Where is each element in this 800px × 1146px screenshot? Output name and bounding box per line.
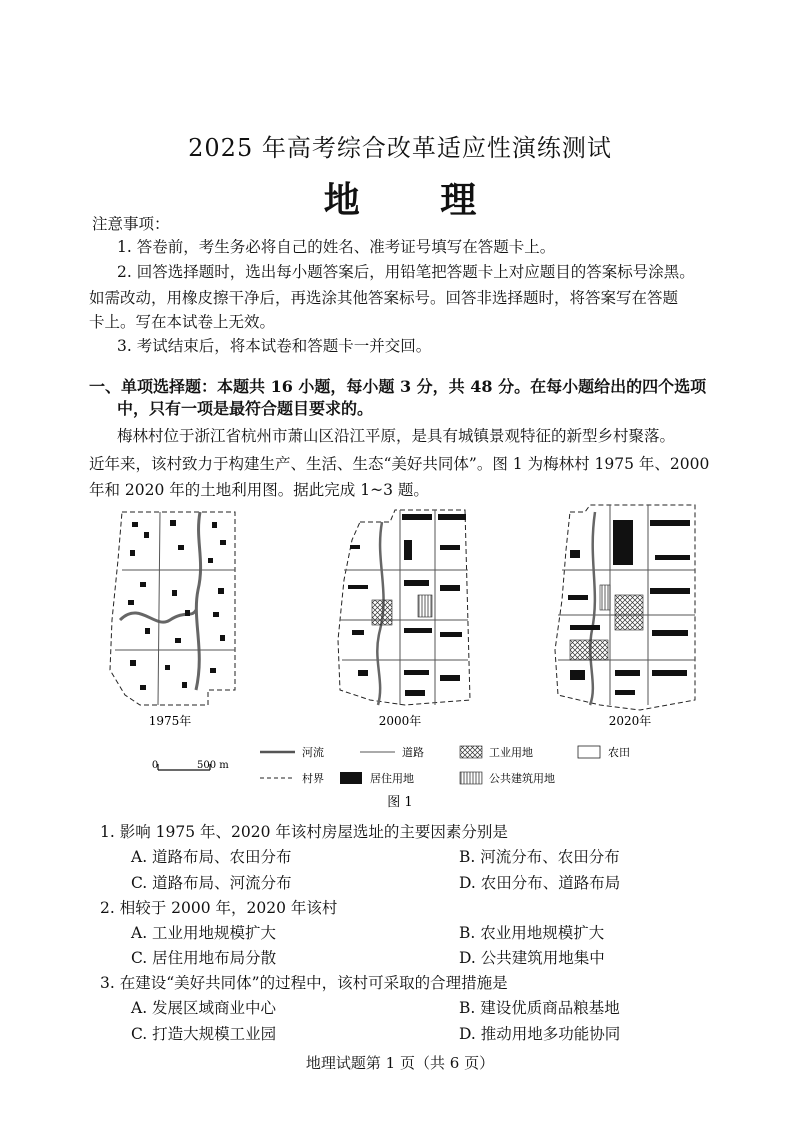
legend-village-boundary	[260, 771, 324, 785]
scale-distance-label: 500 m	[197, 760, 229, 771]
legend-farmland	[578, 746, 630, 759]
q3-option-b: B. 建设优质商品粮基地	[459, 999, 620, 1017]
q2-option-c: C. 居住用地布局分散	[131, 949, 277, 967]
svg-text:农田: 农田	[608, 746, 630, 759]
q2-option-d: D. 公共建筑用地集中	[459, 949, 605, 967]
map-2020	[555, 505, 695, 728]
q1-option-c: C. 道路布局、河流分布	[131, 874, 292, 892]
legend-industrial	[460, 745, 533, 759]
q2-option-a: A. 工业用地规模扩大	[131, 924, 277, 942]
svg-text:村界: 村界	[302, 772, 324, 785]
q1-option-d: D. 农田分布、道路布局	[459, 874, 621, 892]
note-item-2-cont: 如需改动，用橡皮擦干净后，再选涂其他答案标号。回答非选择题时，将答案写在答题	[89, 289, 679, 307]
legend	[260, 745, 630, 785]
question-2-stem: 2. 相较于 2000 年，2020 年该村	[100, 899, 338, 917]
map-2000	[338, 510, 470, 728]
q3-option-c: C. 打造大规模工业园	[131, 1025, 277, 1043]
svg-text:道路: 道路	[402, 746, 424, 759]
q1-option-a: A. 道路布局、农田分布	[131, 848, 292, 866]
legend-road	[360, 746, 424, 759]
note-item-3: 3. 考试结束后，将本试卷和答题卡一并交回。	[117, 337, 432, 355]
passage-line-2: 近年来，该村致力于构建生产、生活、生态“美好共同体”。图 1 为梅林村 1975 年、2000	[89, 455, 710, 473]
subject-title: 地 理	[323, 179, 511, 221]
public-2000	[418, 595, 432, 617]
legend-residential	[340, 771, 414, 785]
industrial-2020-a	[570, 640, 608, 660]
industrial-2020-b	[615, 595, 643, 630]
passage-line-1: 梅林村位于浙江省杭州市萧山区沿江平原，是具有城镇景观特征的新型乡村聚落。	[117, 427, 676, 445]
q1-option-b: B. 河流分布、农田分布	[459, 848, 620, 866]
note-item-2: 2. 回答选择题时，选出每小题答案后，用铅笔把答题卡上对应题目的答案标号涂黑。	[117, 263, 695, 281]
svg-text:工业用地: 工业用地	[489, 746, 533, 759]
year-label-2020: 2020年	[608, 714, 652, 728]
svg-text:居住用地: 居住用地	[370, 772, 414, 785]
land-use-figure	[100, 500, 700, 810]
legend-river	[260, 745, 324, 759]
page-footer: 地理试题第 1 页（共 6 页）	[305, 1054, 495, 1072]
year-label-1975: 1975年	[148, 714, 192, 728]
q3-option-d: D. 推动用地多功能协同	[459, 1025, 621, 1043]
svg-text:河流: 河流	[302, 746, 324, 759]
scale-bar	[152, 760, 229, 771]
q3-option-a: A. 发展区域商业中心	[131, 999, 277, 1017]
exam-title: 2025 年高考综合改革适应性演练测试	[188, 134, 612, 162]
section-heading-line2: 中，只有一项是最符合题目要求的。	[117, 399, 374, 418]
question-1-stem: 1. 影响 1975 年、2020 年该村房屋选址的主要因素分别是	[100, 823, 508, 841]
village-boundary-1975	[110, 512, 235, 705]
q2-option-b: B. 农业用地规模扩大	[459, 924, 605, 942]
map-1975	[110, 512, 235, 728]
svg-text:公共建筑用地: 公共建筑用地	[489, 772, 555, 785]
section-heading-line1: 一、单项选择题：本题共 16 小题，每小题 3 分，共 48 分。在每小题给出的四个选项	[89, 377, 707, 396]
industrial-2000	[372, 600, 392, 625]
year-label-2000: 2000年	[378, 714, 422, 728]
passage-line-3: 年和 2020 年的土地利用图。据此完成 1~3 题。	[89, 481, 429, 499]
note-item-2-end: 卡上。写在本试卷上无效。	[89, 313, 276, 331]
legend-public	[460, 771, 555, 785]
notes-heading: 注意事项：	[92, 215, 170, 233]
note-item-1: 1. 答卷前，考生务必将自己的姓名、准考证号填写在答题卡上。	[117, 238, 556, 256]
public-2020	[600, 585, 610, 610]
scale-zero-label: 0	[151, 760, 159, 771]
question-3-stem: 3. 在建设“美好共同体”的过程中，该村可采取的合理措施是	[100, 974, 508, 992]
figure-caption: 图 1	[387, 795, 413, 810]
